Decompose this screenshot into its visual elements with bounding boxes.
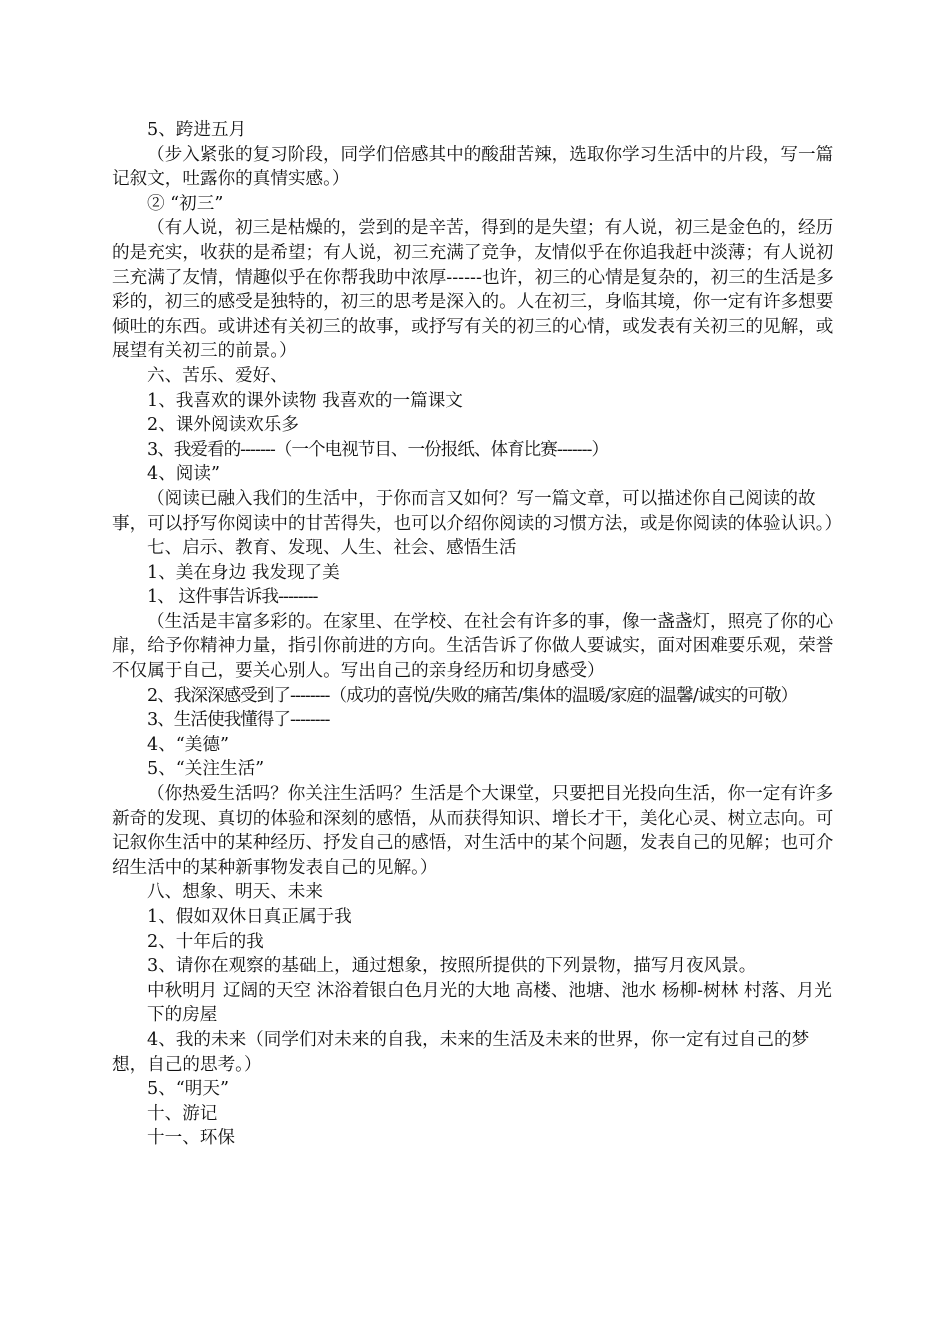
prompt-paragraph-guanzhu: （你热爱生活吗？你关注生活吗？生活是个大课堂，只要把目光投向生活，你一定有许多新奇的发现、真切的体验和深刻的感悟，从而获得知识、增长才干，美化心灵、树立志向。可记叙你生活中的某种经历、抒发自己的感悟，对生活中的某个问题，发表自己的见解；也可介绍生活中的某种新事物发表自己的见解。） <box>112 784 834 878</box>
list-item: 4、“美德” <box>147 734 229 755</box>
prompt-paragraph-chusan: （有人说，初三是枯燥的，尝到的是辛苦，得到的是失望；有人说，初三是金色的，经历的是充实，收获的是希望；有人说，初三充满了竞争，友情似乎在你追我赶中淡薄；有人说初三充满了友情，情趣似乎在你帮我助中浓厚------也许，初三的心情是复杂的，初三的生活是多彩的，初三的感受是独特的，初三的思考是深入的。人在初三，身临其境，你一定有许多想要倾吐的东西。或讲述有关初三的故事，或抒写有关的初三的心情，或发表有关初三的见解，或展望有关初三的前景。） <box>112 218 834 362</box>
prompt-paragraph-yuedu: （阅读已融入我们的生活中，于你而言又如何？写一篇文章，可以描述你自己阅读的故事，可以抒写你阅读中的甘苦得失，也可以介绍你阅读的习惯方法，或是你阅读的体验认识。） <box>112 488 843 534</box>
list-item: 2、十年后的我 <box>147 931 264 952</box>
list-item: 3、我爱看的-------（一个电视节目、一份报纸、体育比赛-------） <box>147 439 609 460</box>
list-item: 2、我深深感受到了--------（成功的喜悦/失败的痛苦/集体的温暖/家庭的温馨/诚实的可敬） <box>147 685 798 706</box>
section-heading-6: 六、苦乐、爱好、 <box>147 365 288 386</box>
list-item: 1、假如双休日真正属于我 <box>147 907 352 927</box>
section-heading-11: 十一、环保 <box>147 1128 235 1149</box>
heading-5-kuajin-wuyue: 5、跨进五月 <box>147 120 247 140</box>
list-item: 1、美在身边 我发现了美 <box>147 562 340 583</box>
list-item: 1、 这件事告诉我-------- <box>147 587 318 608</box>
prompt-paragraph-shenghuo: （生活是丰富多彩的。在家里、在学校、在社会有许多的事，像一盏盏灯，照亮了你的心扉，给予你精神力量，指引你前进的方向。生活告诉了你做人要诚实，面对困难要乐观，荣誉不仅属于自己，要关心别人。写出自己的亲身经历和切身感受） <box>112 611 834 682</box>
list-item: 3、请你在观察的基础上，通过想象，按照所提供的下列景物，描写月夜风景。 <box>147 956 757 977</box>
section-heading-7: 七、启示、教育、发现、人生、社会、感悟生活 <box>147 538 517 559</box>
list-item: 3、生活使我懂得了-------- <box>147 710 330 731</box>
list-item: 5、“关注生活” <box>147 759 265 780</box>
list-item: 4、我的未来（同学们对未来的自我，未来的生活及未来的世界，你一定有过自己的梦想，自己的思考。） <box>112 1029 810 1075</box>
section-heading-8: 八、想象、明天、未来 <box>147 882 323 903</box>
list-item: 5、“明天” <box>147 1079 229 1100</box>
section-heading-10: 十、游记 <box>147 1103 218 1124</box>
list-item: 2、课外阅读欢乐多 <box>147 415 299 436</box>
heading-chusan: ② “初三” <box>147 193 224 214</box>
scenery-list: 中秋明月 辽阔的天空 沐浴着银白色月光的大地 高楼、池塘、池水 杨柳-树林 村落、月光下的房屋 <box>147 980 832 1026</box>
list-item: 4、阅读” <box>147 464 220 485</box>
prompt-paragraph-wuyue: （步入紧张的复习阶段，同学们倍感其中的酸甜苦辣，选取你学习生活中的片段，写一篇记叙文，吐露你的真情实感。） <box>112 144 834 190</box>
list-item: 1、我喜欢的课外读物 我喜欢的一篇课文 <box>147 390 463 411</box>
